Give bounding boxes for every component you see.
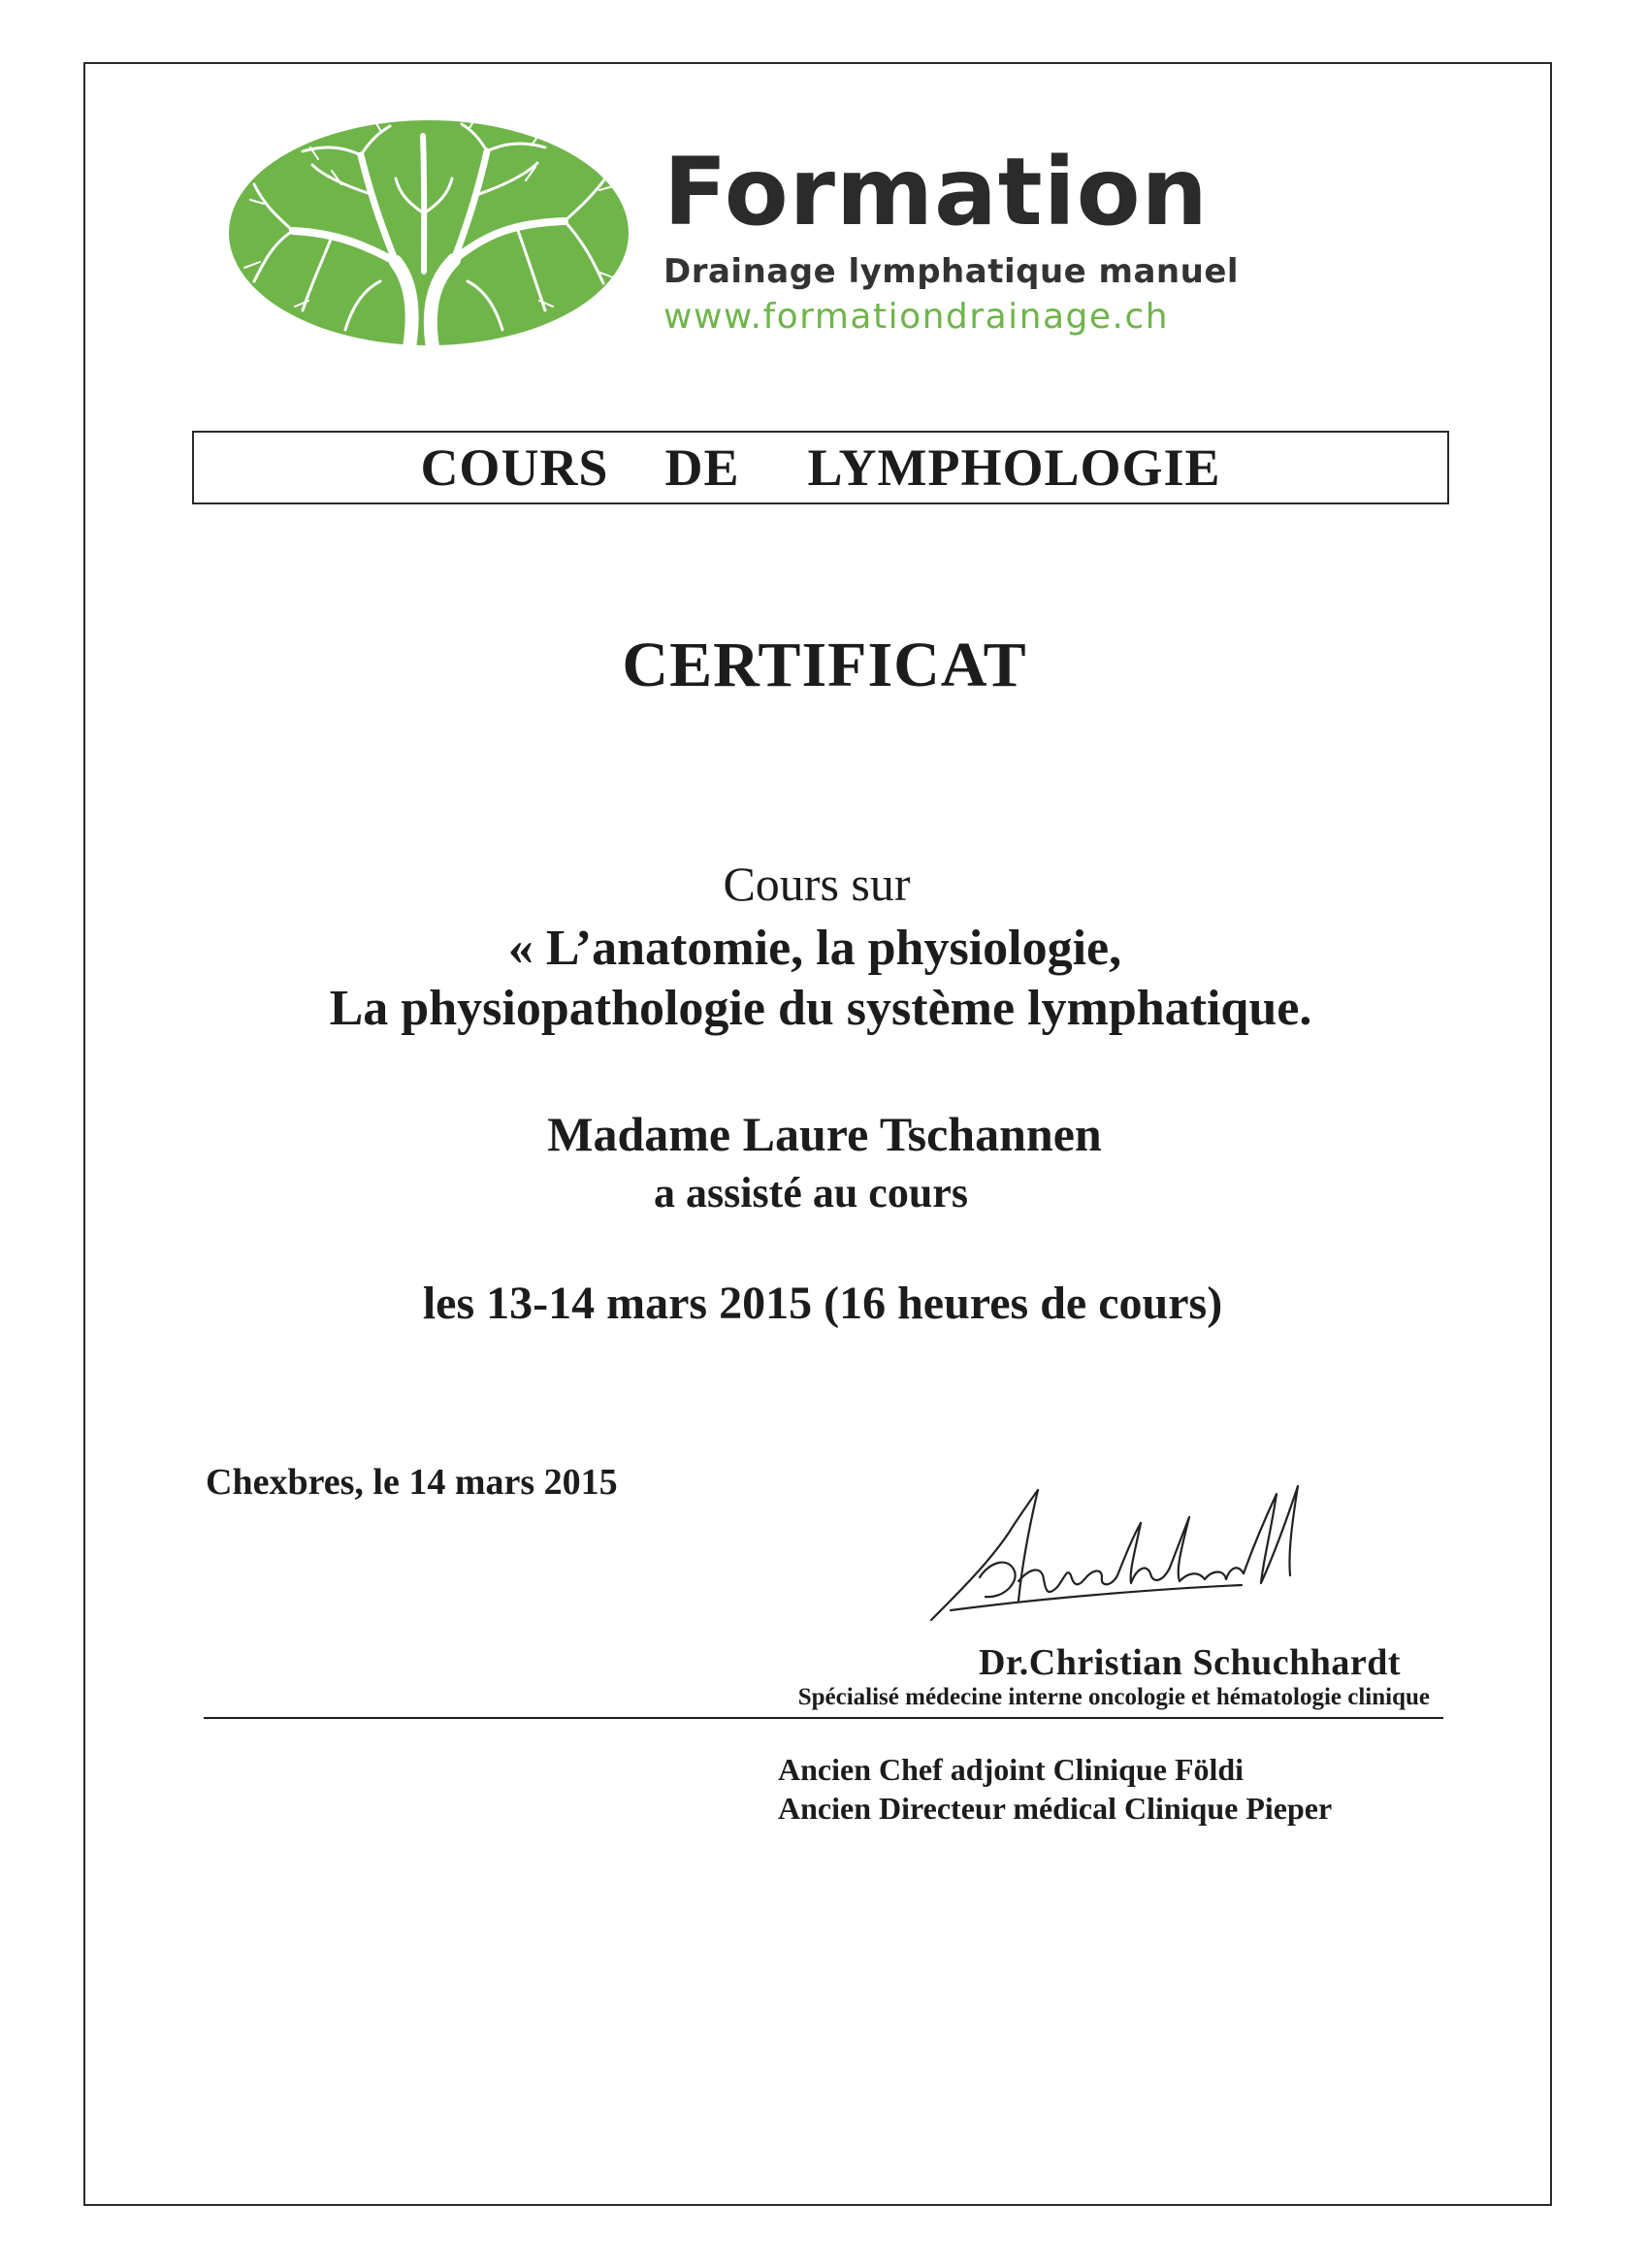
attendance-statement: a assisté au cours [654,1169,968,1216]
signature-rule [204,1717,1443,1719]
course-word-2: DE [664,438,740,497]
signatory-role-2: Ancien Directeur médical Clinique Pieper [778,1791,1333,1826]
brand-title: Formation [663,138,1209,246]
course-topic-line-2: La physiopathologie du système lymphatique. [329,981,1312,1036]
certificate-title: CERTIFICAT [622,630,1027,700]
signatory-role-1: Ancien Chef adjoint Clinique Földi [778,1752,1245,1787]
recipient-name: Madame Laure Tschannen [547,1107,1102,1161]
course-header-box [192,431,1449,504]
course-word-3: LYMPHOLOGIE [807,438,1221,497]
course-intro: Cours sur [723,857,911,911]
brand-url[interactable]: www.formationdrainage.ch [663,297,1170,337]
course-dates: les 13-14 mars 2015 (16 heures de cours) [422,1278,1223,1329]
signatory-name: Dr.Christian Schuchhardt [978,1642,1401,1683]
brand-block [663,138,1342,337]
tree-logo-icon [225,116,632,349]
signature-icon [922,1474,1329,1639]
course-word-1: COURS [420,438,609,497]
place-and-date: Chexbres, le 14 mars 2015 [206,1462,618,1503]
course-topic-line-1: « L’anatomie, la physiologie, [507,921,1122,976]
brand-subtitle: Drainage lymphatique manuel [663,252,1240,291]
signatory-specialty: Spécialisé médecine interne oncologie et hématologie clinique [797,1684,1430,1710]
